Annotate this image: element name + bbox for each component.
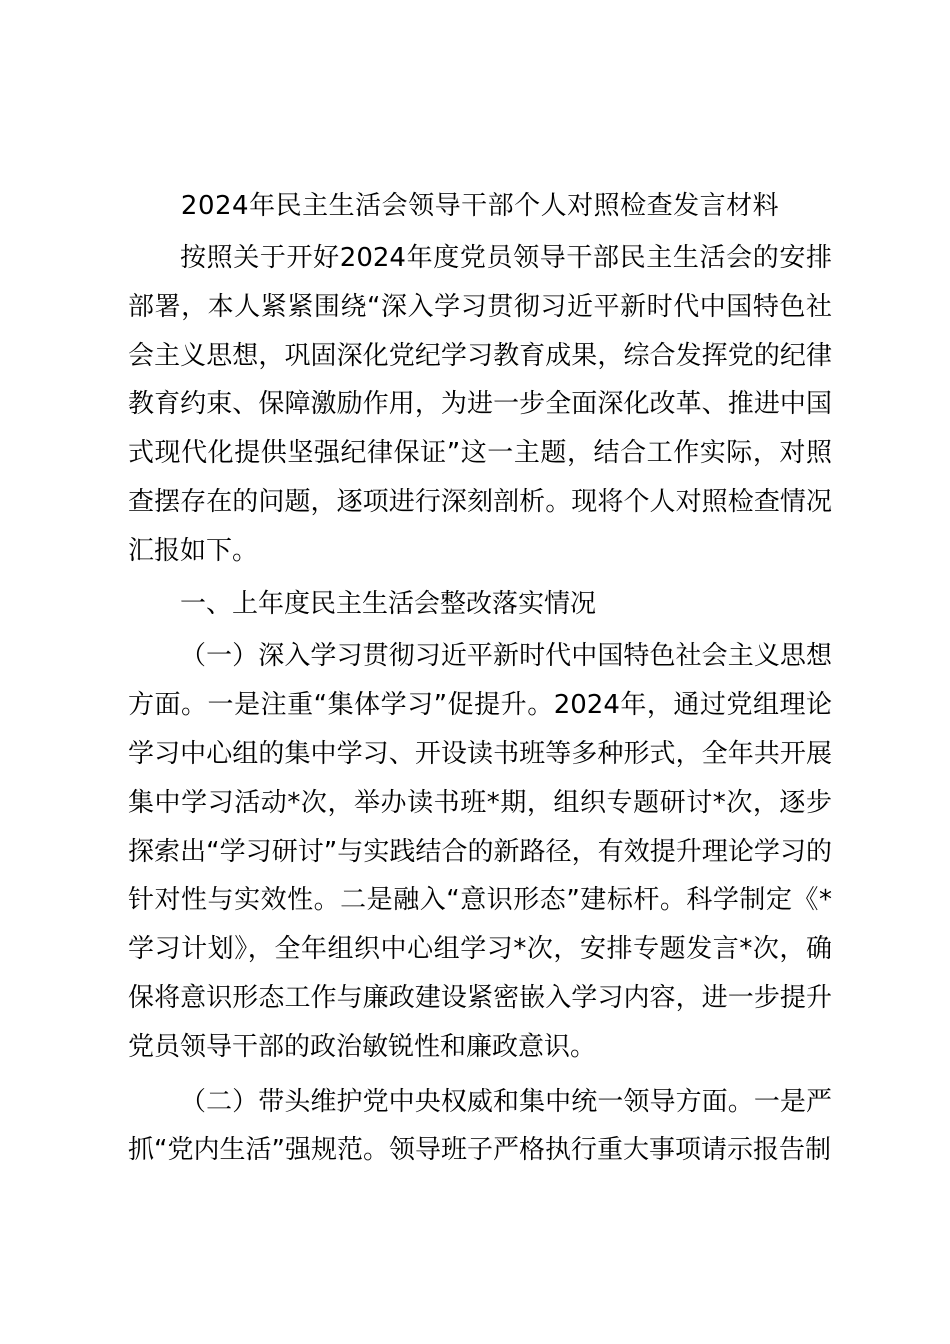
document-title: 2024年民主生活会领导干部个人对照检查发言材料 bbox=[180, 191, 780, 221]
subsection-paragraph: （一）深入学习贯彻习近平新时代中国特色社会主义思想方面。一是注重“集体学习”促提升。2024年，通过党组理论学习中心组的集中学习、开设读书班等多种形式，全年共开展集中学习活动*次，举办读书班*期，组织专题研讨*次，逐步探索出“学习研讨”与实践结合的新路径，有效提升理论学习的针对性与实效性。二是融入“意识形态”建标杆。科学制定《*学习计划》，全年组织中心组学习*次，安排专题发言*次，确保将意识形态工作与廉政建设紧密嵌入学习内容，进一步提升党员领导干部的政治敏锐性和廉政意识。 bbox=[128, 641, 832, 1062]
subsection-paragraph: （二）带头维护党中央权威和集中统一领导方面。一是严抓“党内生活”强规范。领导班子严格执行重大事项请示报告制 bbox=[128, 1086, 832, 1166]
document-body bbox=[128, 234, 832, 1175]
section-heading: 一、上年度民主生活会整改落实情况 bbox=[180, 588, 597, 619]
intro-paragraph: 按照关于开好2024年度党员领导干部民主生活会的安排部署，本人紧紧围绕“深入学习贯彻习近平新时代中国特色社会主义思想，巩固深化党纪学习教育成果，综合发挥党的纪律教育约束、保障激励作用，为进一步全面深化改革、推进中国式现代化提供坚强纪律保证”这一主题，结合工作实际，对照查摆存在的问题，逐项进行深刻剖析。现将个人对照检查情况汇报如下。 bbox=[128, 243, 832, 566]
